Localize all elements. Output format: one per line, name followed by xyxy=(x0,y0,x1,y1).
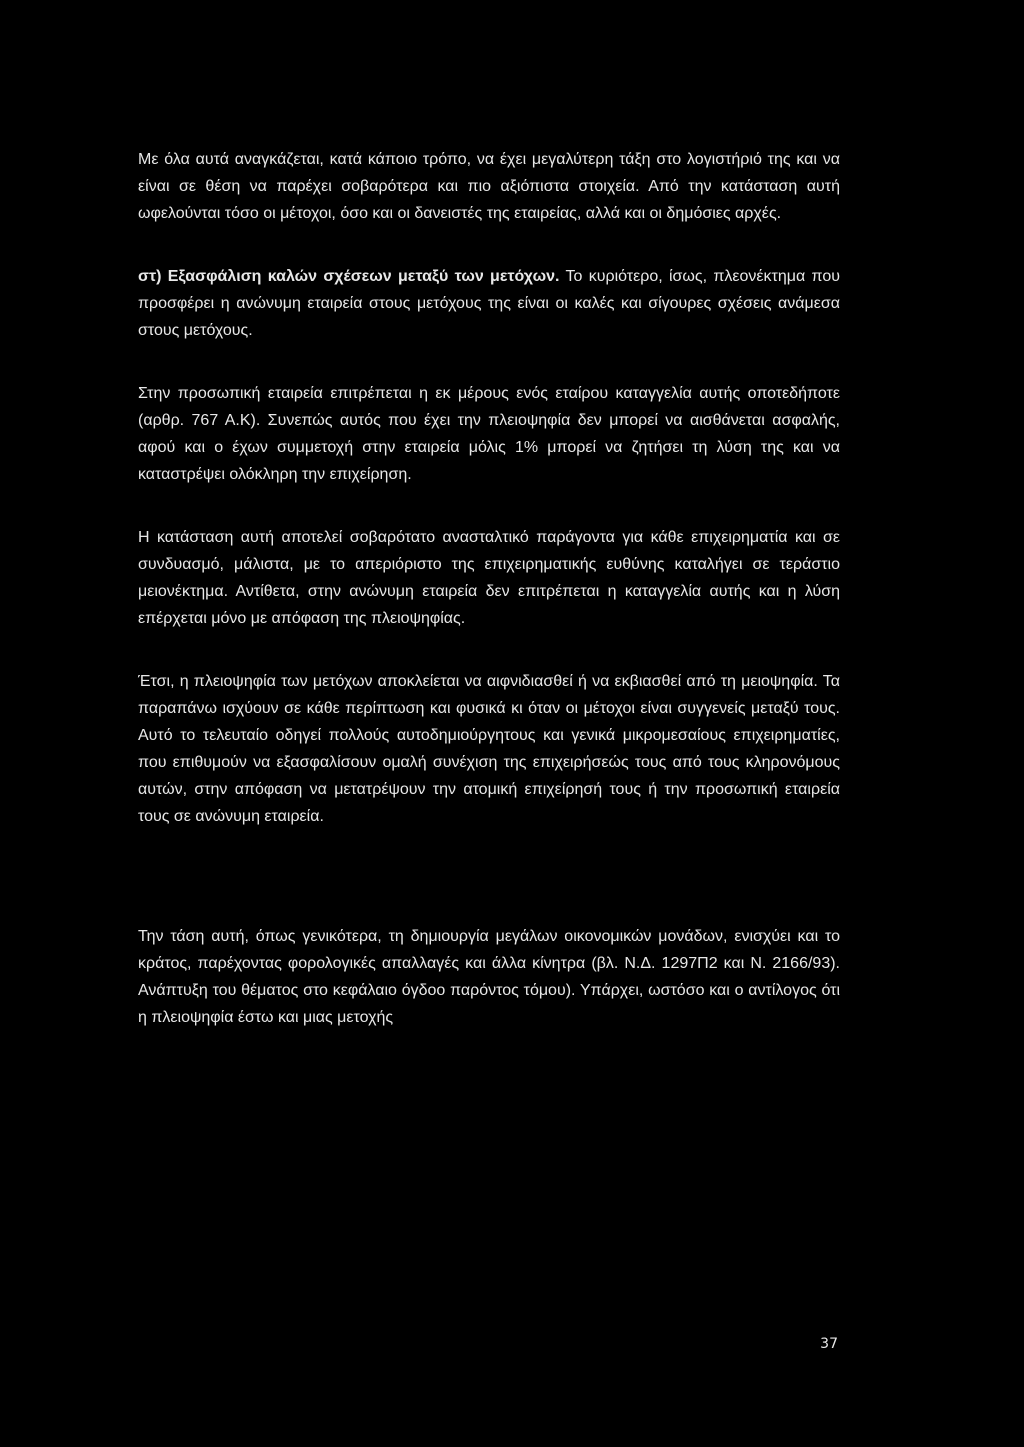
paragraph-6 xyxy=(138,923,840,1031)
paragraph-1-text: Με όλα αυτά αναγκάζεται, κατά κάποιο τρόπο, να έχει μεγαλύτερη τάξη στο λογιστήριό της και να είναι σε θέση να παρέχει σοβαρότερα και πιο αξιόπιστα στοιχεία. Από την κατάσταση αυτή ωφελούνται τόσο οι μέτοχοι, όσο και οι δανειστές της εταιρείας, αλλά και οι δημόσιες αρχές. xyxy=(138,151,840,222)
paragraph-3-text: Στην προσωπική εταιρεία επιτρέπεται η εκ μέρους ενός εταίρου καταγγελία αυτής οποτεδήποτε (αρθρ. 767 Α.Κ). Συνεπώς αυτός που έχει την πλειοψηφία δεν μπορεί να αισθάνεται ασφαλής, αφού και ο έχων συμμετοχή στην εταιρεία μόλις 1% μπορεί να ζητήσει τη λύση της και να καταστρέψει ολόκληρη την επιχείρηση. xyxy=(138,385,840,483)
paragraph-2-text: Το κυριότερο, ίσως, πλεονέκτημα που προσφέρει η ανώνυμη εταιρεία στους μετόχους της είναι οι καλές και σίγουρες σχέσεις ανάμεσα στους μετόχους. xyxy=(138,268,840,339)
paragraph-6-text: Την τάση αυτή, όπως γενικότερα, τη δημιουργία μεγάλων οικονομικών μονάδων, ενισχύει και το κράτος, παρέχοντας φορολογικές απαλλαγές και άλλα κίνητρα (βλ. Ν.Δ. 1297Π2 και Ν. 2166/93). Ανάπτυξη του θέματος στο κεφάλαιο όγδοο παρόντος τόμου). Υπάρχει, ωστόσο και ο αντίλογος ότι η πλειοψηφία έστω και μιας μετοχής xyxy=(138,928,840,1026)
paragraph-4-text: Η κατάσταση αυτή αποτελεί σοβαρότατο ανασταλτικό παράγοντα για κάθε επιχειρηματία και σε συνδυασμό, μάλιστα, με το απεριόριστο της επιχειρηματικής ευθύνης καταλήγει σε τεράστιο μειονέκτημα. Αντίθετα, στην ανώνυμη εταιρεία δεν επιτρέπεται η καταγγελία αυτής και η λύση επέρχεται μόνο με απόφαση της πλειοψηφίας. xyxy=(138,529,840,627)
page-number: 37 xyxy=(820,1336,838,1352)
paragraph-3 xyxy=(138,380,840,488)
paragraph-5 xyxy=(138,668,840,830)
paragraph-4 xyxy=(138,524,840,632)
paragraph-1 xyxy=(138,146,840,227)
page-body xyxy=(138,146,840,1031)
paragraph-2 xyxy=(138,263,840,344)
paragraph-5-text: Έτσι, η πλειοψηφία των μετόχων αποκλείεται να αιφνιδιασθεί ή να εκβιασθεί από τη μειοψηφία. Τα παραπάνω ισχύουν σε κάθε περίπτωση και φυσικά κι όταν οι μέτοχοι είναι συγγενείς μεταξύ τους. Αυτό το τελευταίο οδηγεί πολλούς αυτοδημιούργητους και γενικά μικρομεσαίους επιχειρηματίες, που επιθυμούν να εξασφαλίσουν ομαλή συνέχιση της επιχειρήσεώς τους από τους κληρονόμους αυτών, στην απόφαση να μετατρέψουν την ατομική επιχείρησή τους ή την προσωπική εταιρεία τους σε ανώνυμη εταιρεία. xyxy=(138,673,840,825)
section-heading: στ) Εξασφάλιση καλών σχέσεων μεταξύ των μετόχων. xyxy=(138,268,560,285)
